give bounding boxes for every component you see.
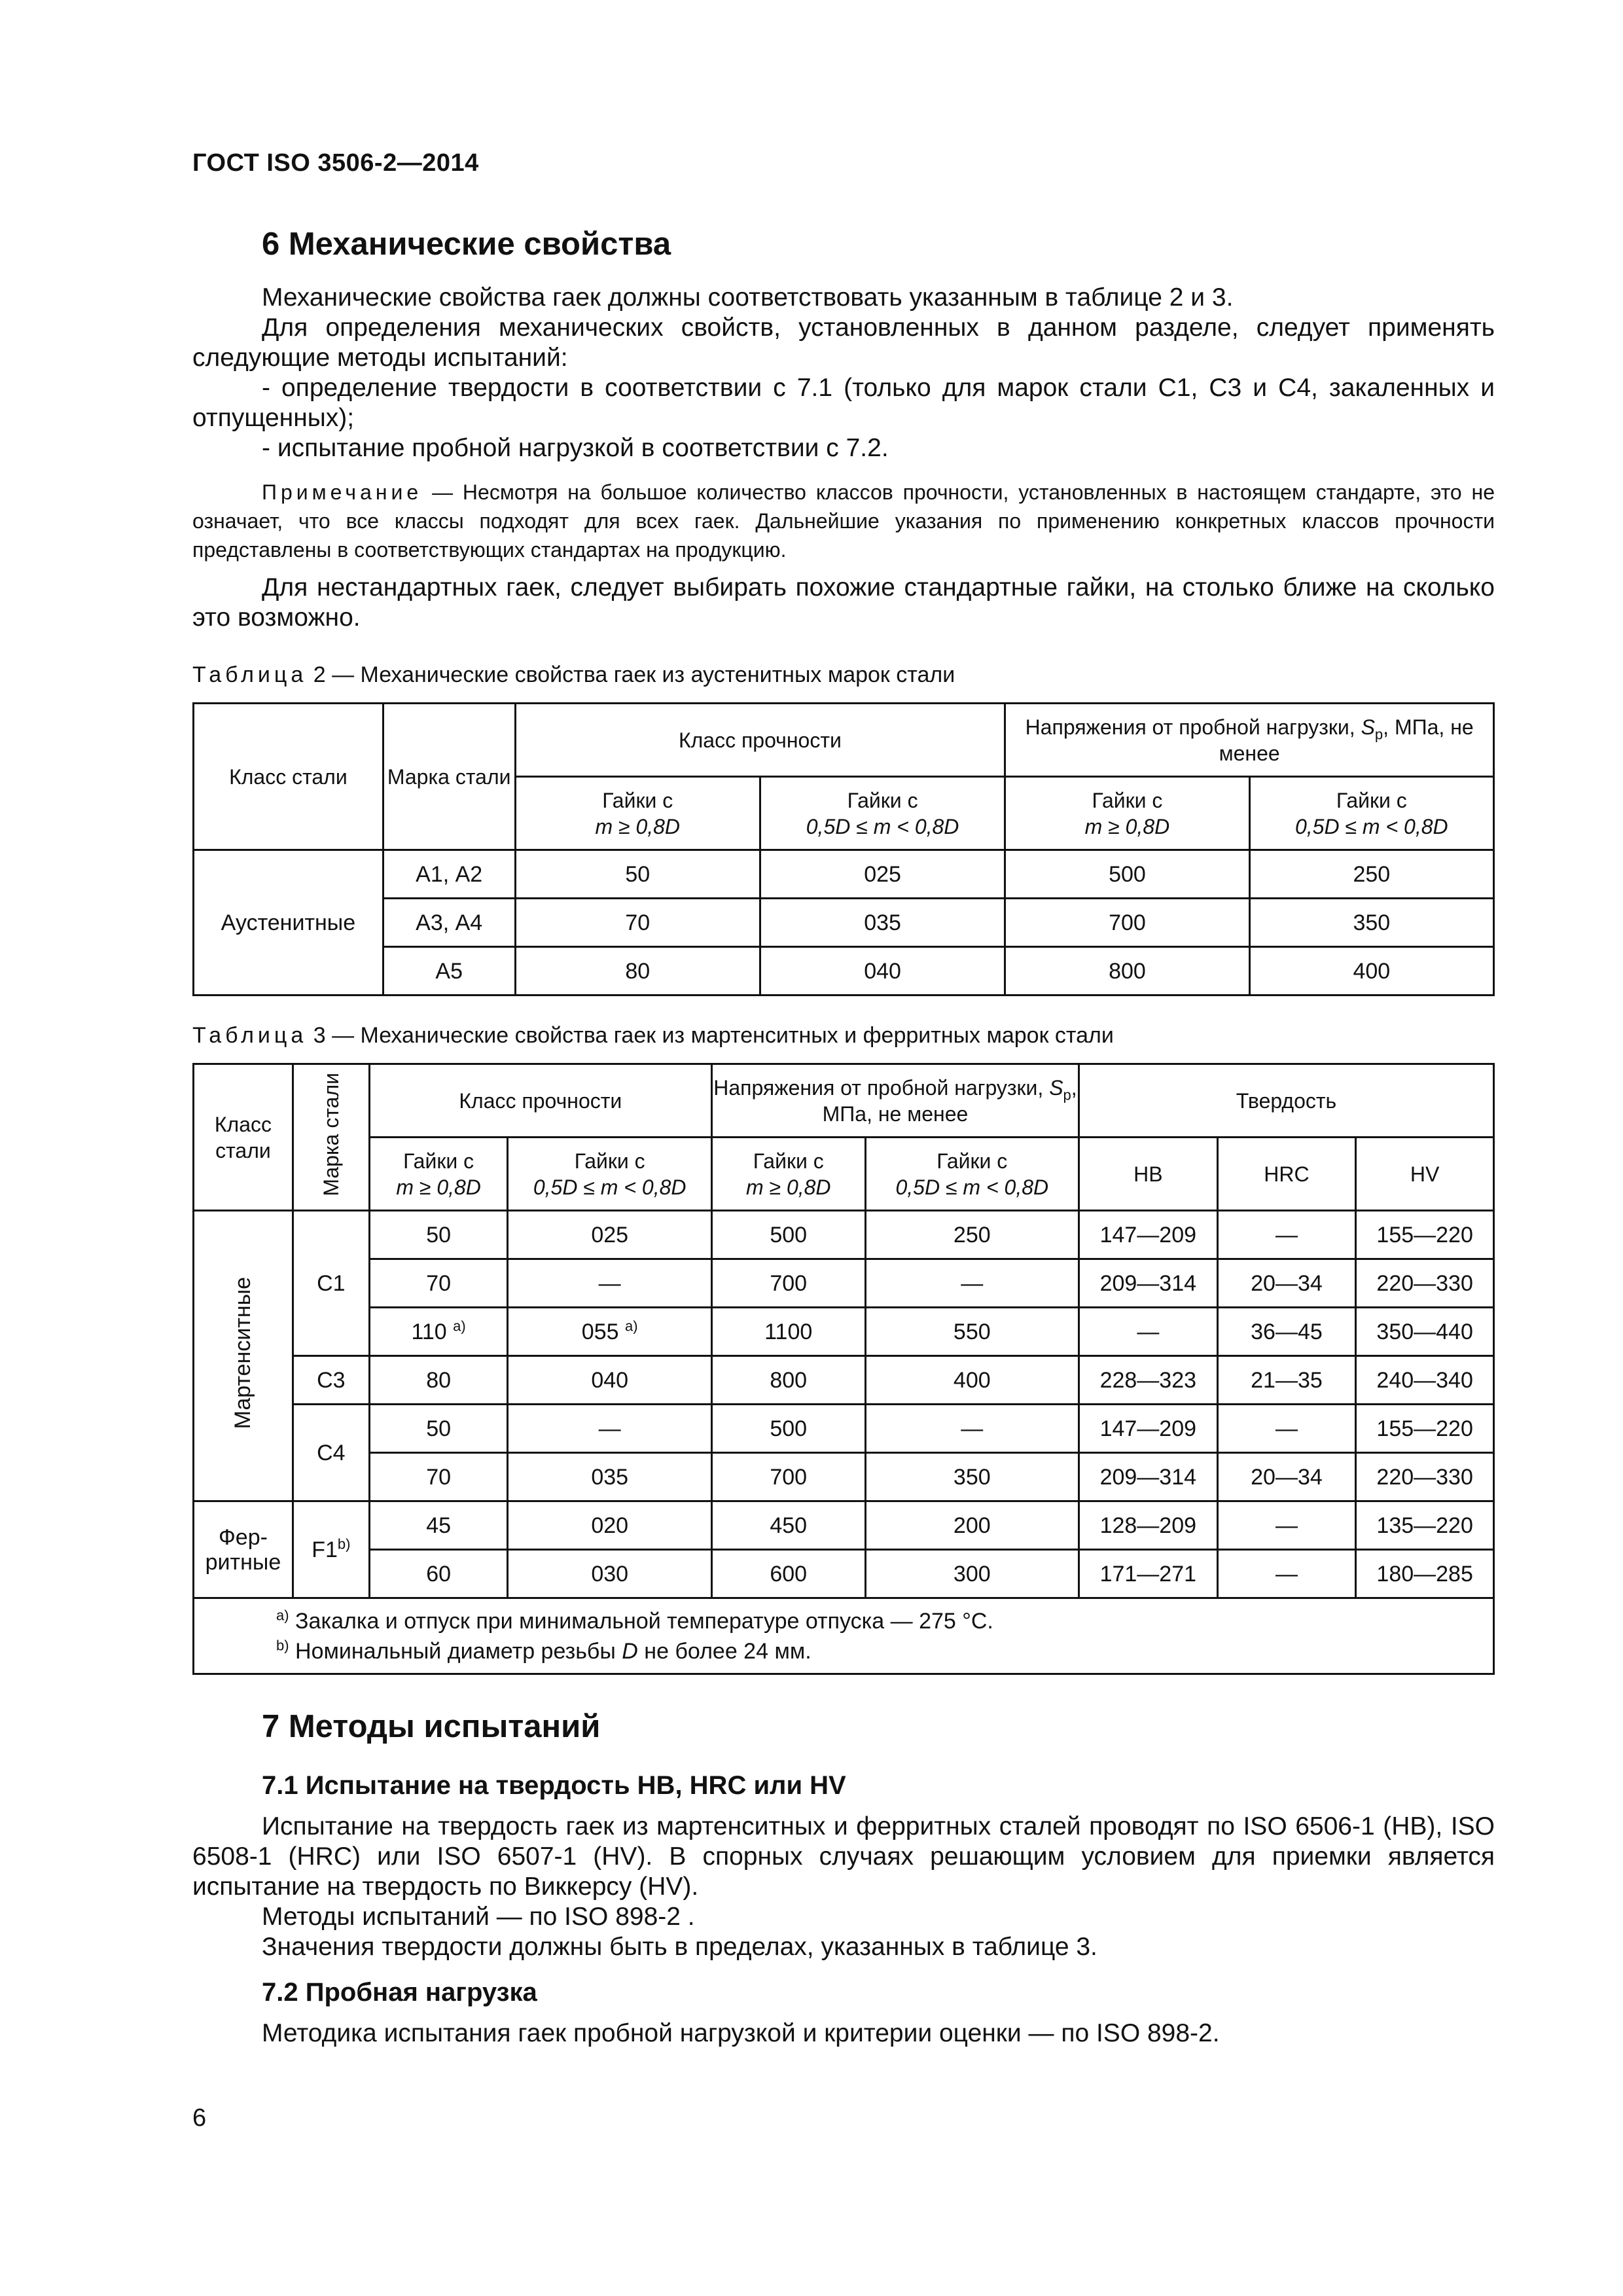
cell-value: 200 xyxy=(865,1501,1079,1550)
table-row xyxy=(194,1308,1494,1356)
section-6-paragraph-4 xyxy=(192,433,1495,463)
paragraph-text: Испытание на твердость гаек из мартенситных и ферритных сталей проводят по ISO 6506-1 (HB), ISO 6508-1 (HRC) или ISO 6507-1 (HV). В спорных случаях решающим условием для приемки является испытание на твердость по Виккерсу (HV). xyxy=(192,1812,1495,1901)
table-footnotes xyxy=(194,1598,1494,1674)
table-row xyxy=(194,850,1494,899)
header-nut-short xyxy=(760,777,1005,850)
cell-value: 228—323 xyxy=(1079,1356,1218,1405)
group-martensitic xyxy=(194,1211,293,1501)
grade-text: F1 xyxy=(312,1537,338,1562)
table-row xyxy=(194,947,1494,996)
header-formula: 0,5D ≤ m < 0,8D xyxy=(533,1175,687,1199)
header-steel-class: Класс стали xyxy=(194,1064,293,1211)
header-proof-stress xyxy=(711,1064,1079,1138)
group-text: Фер- xyxy=(218,1524,268,1550)
cell-value: 50 xyxy=(369,1405,508,1453)
section-7-1-title: 7.1 Испытание на твердость HB, HRC или HV xyxy=(262,1771,846,1800)
cell-value: — xyxy=(1079,1308,1218,1356)
cell-value: 80 xyxy=(515,947,760,996)
header-steel-grade xyxy=(293,1064,369,1211)
header-text: Марка стали xyxy=(319,1072,343,1196)
caption-label: Таблица xyxy=(192,662,308,687)
header-text: Гайки с xyxy=(1092,788,1163,812)
cell-value: 50 xyxy=(515,850,760,899)
subscript: p xyxy=(1374,725,1383,742)
document-header: ГОСТ ISO 3506-2—2014 xyxy=(192,149,479,177)
cell-value: 350 xyxy=(1249,899,1493,947)
cell-value: — xyxy=(1217,1405,1356,1453)
cell-grade-c3: С3 xyxy=(293,1356,369,1405)
cell-value: 45 xyxy=(369,1501,508,1550)
footnote-mark: a) xyxy=(624,1318,638,1335)
header-text: Гайки с xyxy=(753,1149,824,1173)
cell-value: 035 xyxy=(760,899,1005,947)
header-formula: m ≥ 0,8D xyxy=(1084,814,1170,838)
cell-value: 300 xyxy=(865,1550,1079,1598)
footnote-mark: b) xyxy=(276,1637,289,1654)
table-2 xyxy=(192,702,1495,996)
header-text: Гайки с xyxy=(1336,788,1407,812)
cell-value xyxy=(369,1308,508,1356)
section-7-1-paragraph-3 xyxy=(192,1932,1495,1962)
cell-grade-c4: С4 xyxy=(293,1405,369,1501)
table-row xyxy=(194,899,1494,947)
cell-value: 128—209 xyxy=(1079,1501,1218,1550)
cell-value: 1100 xyxy=(711,1308,865,1356)
cell-value: 040 xyxy=(508,1356,711,1405)
cell-value: 60 xyxy=(369,1550,508,1598)
value-text: 110 xyxy=(411,1319,447,1344)
header-text: Напряжения от пробной нагрузки, xyxy=(713,1075,1050,1100)
header-hv: HV xyxy=(1356,1138,1494,1211)
group-austenitic: Аустенитные xyxy=(194,850,383,996)
symbol: S xyxy=(1049,1075,1063,1100)
cell-value: 700 xyxy=(1005,899,1249,947)
header-nut-short xyxy=(865,1138,1079,1211)
section-7-2-title: 7.2 Пробная нагрузка xyxy=(262,1978,537,2007)
cell-value: 220—330 xyxy=(1356,1453,1494,1501)
cell-value: 36—45 xyxy=(1217,1308,1356,1356)
table-row xyxy=(194,1405,1494,1453)
note-label: Примечание xyxy=(262,480,423,504)
cell-value: 147—209 xyxy=(1079,1405,1218,1453)
note-text: — Несмотря на большое количество классов прочности, установленных в настоящем стандарте, это не означает, что все классы подходят для всех гаек. Дальнейшие указания по применению конкретных классов прочности представлены в соответствующих стандартах на продукцию. xyxy=(192,480,1495,562)
cell-value: 030 xyxy=(508,1550,711,1598)
cell-grade-c1: С1 xyxy=(293,1211,369,1356)
cell-value: 400 xyxy=(865,1356,1079,1405)
header-formula: 0,5D ≤ m < 0,8D xyxy=(895,1175,1049,1199)
cell-value: 025 xyxy=(760,850,1005,899)
footnote-text: не более 24 мм. xyxy=(637,1638,812,1664)
paragraph-text: Методы испытаний — по ISO 898-2 . xyxy=(262,1903,695,1931)
header-text: Гайки с xyxy=(936,1149,1008,1173)
cell-value: 171—271 xyxy=(1079,1550,1218,1598)
cell-value: 240—340 xyxy=(1356,1356,1494,1405)
cell-value: — xyxy=(865,1259,1079,1308)
cell-value: 800 xyxy=(711,1356,865,1405)
cell-value: 600 xyxy=(711,1550,865,1598)
cell-value: 400 xyxy=(1249,947,1493,996)
section-7-1-paragraph-2 xyxy=(192,1902,1495,1932)
cell-value: 500 xyxy=(711,1405,865,1453)
footnote-mark: b) xyxy=(337,1535,351,1552)
cell-value: 035 xyxy=(508,1453,711,1501)
cell-value: — xyxy=(865,1405,1079,1453)
cell-value: 450 xyxy=(711,1501,865,1550)
paragraph-text: Методика испытания гаек пробной нагрузкой и критерии оценки — по ISO 898-2. xyxy=(262,2019,1220,2047)
table-row xyxy=(194,1453,1494,1501)
cell-value: 50 xyxy=(369,1211,508,1259)
cell-value: 135—220 xyxy=(1356,1501,1494,1550)
header-text: , МПа, не менее xyxy=(1219,715,1474,765)
table-row xyxy=(194,1501,1494,1550)
caption-label: Таблица xyxy=(192,1023,308,1048)
header-formula: 0,5D ≤ m < 0,8D xyxy=(1294,814,1448,838)
cell-value: 147—209 xyxy=(1079,1211,1218,1259)
page-number: 6 xyxy=(192,2104,207,2132)
footnote-mark: a) xyxy=(453,1318,466,1335)
paragraph-text: Механические свойства гаек должны соответствовать указанным в таблице 2 и 3. xyxy=(262,283,1234,312)
subscript: p xyxy=(1063,1086,1071,1103)
cell-value: 209—314 xyxy=(1079,1259,1218,1308)
header-text: Гайки с xyxy=(847,788,918,812)
group-ferritic xyxy=(194,1501,293,1598)
header-nut-tall xyxy=(369,1138,508,1211)
header-hardness: Твердость xyxy=(1079,1064,1494,1138)
header-nut-short xyxy=(1249,777,1493,850)
header-steel-grade: Марка стали xyxy=(383,704,515,850)
table-2-caption xyxy=(192,662,955,688)
cell-value: 040 xyxy=(760,947,1005,996)
cell-value: 550 xyxy=(865,1308,1079,1356)
group-text: Мартенситные xyxy=(230,1277,256,1429)
value-text: 055 xyxy=(581,1319,619,1344)
cell-value: 20—34 xyxy=(1217,1453,1356,1501)
table-row xyxy=(194,1259,1494,1308)
header-steel-class: Класс стали xyxy=(194,704,383,850)
paragraph-text: - испытание пробной нагрузкой в соответствии с 7.2. xyxy=(262,434,889,462)
header-nut-short xyxy=(508,1138,711,1211)
header-formula: m ≥ 0,8D xyxy=(745,1175,831,1199)
caption-text: 3 — Механические свойства гаек из мартенситных и ферритных марок стали xyxy=(307,1023,1114,1048)
header-strength-class: Класс прочности xyxy=(515,704,1005,777)
header-nut-tall xyxy=(1005,777,1249,850)
header-formula: m ≥ 0,8D xyxy=(396,1175,481,1199)
table-row xyxy=(194,1550,1494,1598)
section-6-paragraph-2 xyxy=(192,313,1495,373)
paragraph-text: - определение твердости в соответствии с 7.1 (только для марок стали С1, С3 и С4, закаленных и отпущенных); xyxy=(192,374,1495,432)
header-hb: HB xyxy=(1079,1138,1218,1211)
symbol: S xyxy=(1361,715,1375,739)
footnote-text: Номинальный диаметр резьбы xyxy=(289,1638,622,1664)
footnote-text: Закалка и отпуск при минимальной температуре отпуска — 275 °С. xyxy=(289,1608,993,1634)
cell-value: — xyxy=(1217,1211,1356,1259)
cell-grade: А5 xyxy=(383,947,515,996)
paragraph-text: Значения твердости должны быть в пределах, указанных в таблице 3. xyxy=(262,1933,1097,1961)
cell-value: 700 xyxy=(711,1259,865,1308)
paragraph-text: Для определения механических свойств, установленных в данном разделе, следует применять следующие методы испытаний: xyxy=(192,314,1495,372)
table-row xyxy=(194,1356,1494,1405)
cell-value: 209—314 xyxy=(1079,1453,1218,1501)
cell-value: 180—285 xyxy=(1356,1550,1494,1598)
cell-value: 700 xyxy=(711,1453,865,1501)
cell-value: — xyxy=(508,1405,711,1453)
cell-value: 21—35 xyxy=(1217,1356,1356,1405)
cell-value: 020 xyxy=(508,1501,711,1550)
header-text: , МПа, не менее xyxy=(822,1075,1077,1126)
note-block xyxy=(192,478,1495,564)
header-hrc: HRC xyxy=(1217,1138,1356,1211)
symbol: D xyxy=(622,1638,638,1664)
cell-value xyxy=(508,1308,711,1356)
cell-value: — xyxy=(1217,1550,1356,1598)
cell-value: 800 xyxy=(1005,947,1249,996)
header-nut-tall xyxy=(711,1138,865,1211)
cell-value: 20—34 xyxy=(1217,1259,1356,1308)
cell-value: 80 xyxy=(369,1356,508,1405)
header-strength-class: Класс прочности xyxy=(369,1064,711,1138)
footnotes-cell xyxy=(194,1598,1494,1674)
cell-value: 025 xyxy=(508,1211,711,1259)
section-6-title: 6 Механические свойства xyxy=(262,226,671,262)
cell-grade: А1, А2 xyxy=(383,850,515,899)
section-7-2-paragraph-1 xyxy=(192,2018,1495,2049)
section-6-paragraph-3 xyxy=(192,373,1495,433)
header-proof-stress xyxy=(1005,704,1494,777)
header-text: Гайки с xyxy=(574,1149,645,1173)
cell-value: 250 xyxy=(1249,850,1493,899)
section-6-paragraph-5 xyxy=(192,573,1495,633)
cell-value: 155—220 xyxy=(1356,1211,1494,1259)
cell-value: 350 xyxy=(865,1453,1079,1501)
footnote-a xyxy=(276,1606,1493,1636)
cell-value: 250 xyxy=(865,1211,1079,1259)
cell-grade: А3, А4 xyxy=(383,899,515,947)
group-text: ритные xyxy=(205,1549,281,1575)
footnote-mark: a) xyxy=(276,1607,289,1624)
header-text: Напряжения от пробной нагрузки, xyxy=(1025,715,1361,739)
cell-value: 70 xyxy=(515,899,760,947)
cell-value: 350—440 xyxy=(1356,1308,1494,1356)
section-7-title: 7 Методы испытаний xyxy=(262,1709,601,1744)
footnote-b xyxy=(276,1636,1493,1666)
caption-text: 2 — Механические свойства гаек из аустенитных марок стали xyxy=(307,662,955,687)
header-text: Гайки с xyxy=(602,788,673,812)
table-row xyxy=(194,1211,1494,1259)
cell-value: — xyxy=(508,1259,711,1308)
header-formula: 0,5D ≤ m < 0,8D xyxy=(806,814,959,838)
cell-value: 70 xyxy=(369,1259,508,1308)
cell-value: 500 xyxy=(711,1211,865,1259)
cell-value: 70 xyxy=(369,1453,508,1501)
cell-value: — xyxy=(1217,1501,1356,1550)
cell-value: 500 xyxy=(1005,850,1249,899)
section-7-1-paragraph-1 xyxy=(192,1812,1495,1902)
section-6-paragraph-1 xyxy=(192,283,1495,313)
cell-value: 155—220 xyxy=(1356,1405,1494,1453)
header-nut-tall xyxy=(515,777,760,850)
table-3-caption xyxy=(192,1023,1114,1049)
cell-value: 220—330 xyxy=(1356,1259,1494,1308)
cell-grade-f1 xyxy=(293,1501,369,1598)
paragraph-text: Для нестандартных гаек, следует выбирать похожие стандартные гайки, на столько ближе на сколько это возможно. xyxy=(192,573,1495,632)
header-text: Гайки с xyxy=(403,1149,474,1173)
table-3 xyxy=(192,1063,1495,1675)
header-formula: m ≥ 0,8D xyxy=(595,814,681,838)
